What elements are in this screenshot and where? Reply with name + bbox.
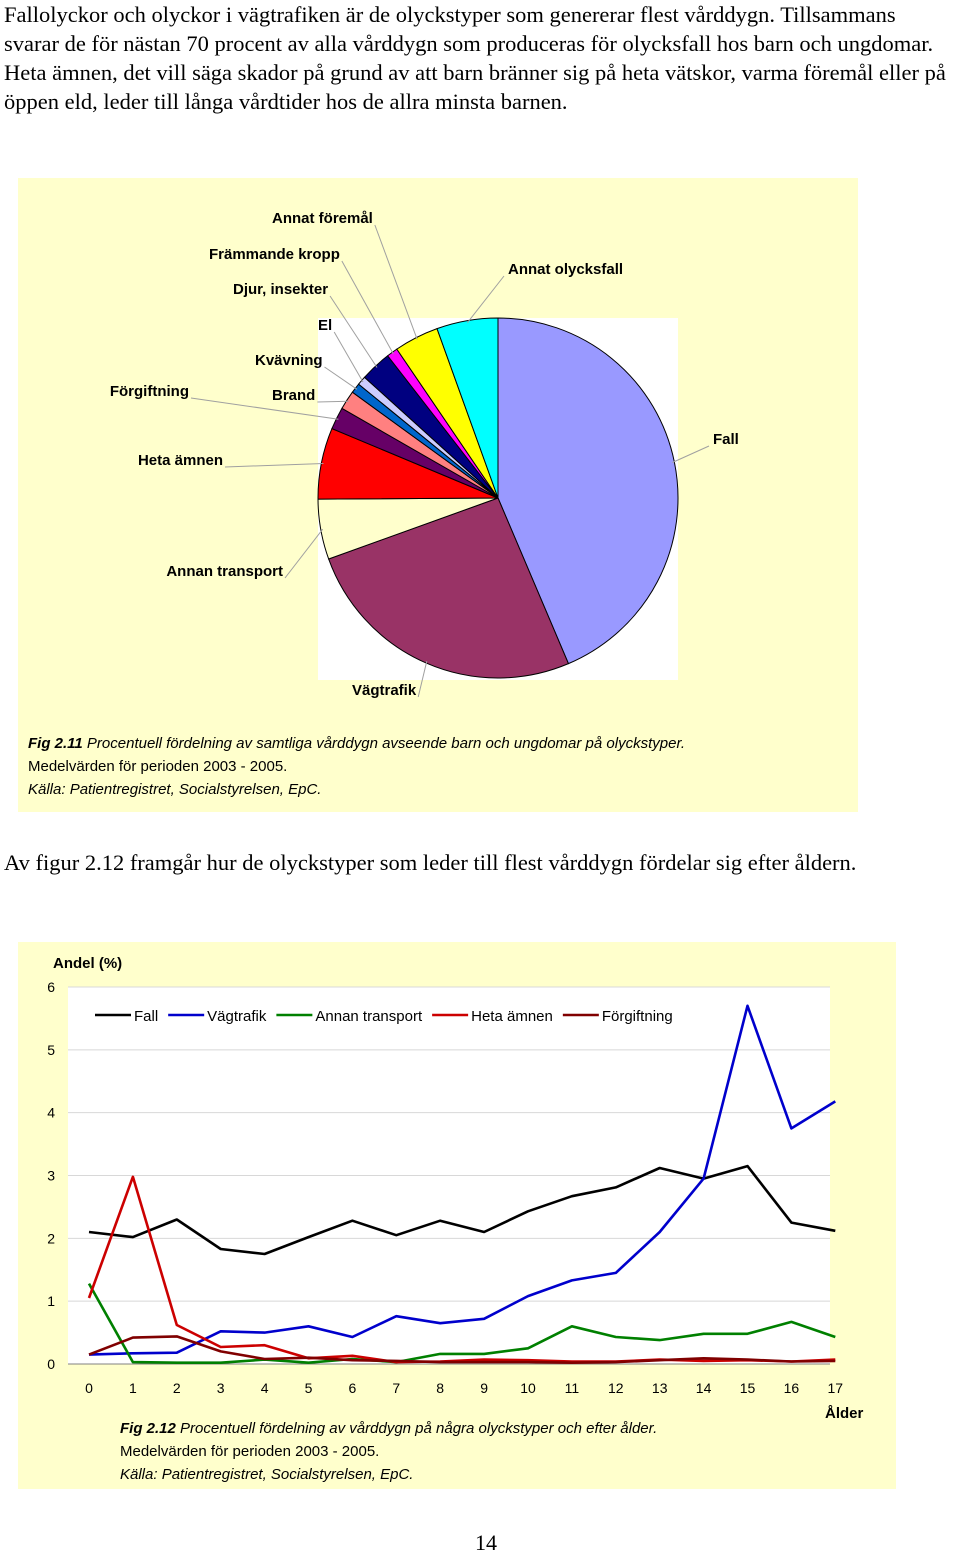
y-axis-label: Andel (%) [53, 955, 123, 972]
legend-label-annan-transport: Annan transport [315, 1008, 423, 1025]
x-tick-label: 14 [695, 1380, 712, 1396]
y-tick-label: 0 [47, 1356, 55, 1372]
x-axis-label: Ålder [825, 1405, 864, 1420]
fig-2-12-label: Fig 2.12 [120, 1420, 176, 1437]
x-tick-label: 16 [783, 1380, 800, 1396]
y-tick-label: 3 [47, 1167, 55, 1184]
x-tick-label: 7 [392, 1380, 401, 1396]
pie-label-djur-insekter: Djur, insekter [233, 281, 329, 298]
pie-label-heta-amnen: Heta ämnen [137, 452, 223, 469]
x-tick-label: 8 [436, 1380, 445, 1396]
legend-label-heta-amnen: Heta ämnen [471, 1008, 553, 1025]
x-tick-label: 5 [304, 1380, 313, 1396]
legend-label-forgiftning: Förgiftning [601, 1008, 673, 1025]
fig-2-11-label: Fig 2.11 [28, 735, 83, 752]
pie-label-annat-foremal: Annat föremål [272, 210, 373, 227]
fig-2-11-caption-text: Procentuell fördelning av samtliga vårddygn avseende barn och ungdomar på olyckstyper. [86, 735, 686, 752]
y-tick-label: 5 [47, 1041, 55, 1058]
pie-label-annat-olycksfall: Annat olycksfall [508, 261, 624, 278]
pie-label-vagtrafik: Vägtrafik [352, 682, 417, 699]
x-tick-label: 10 [520, 1380, 536, 1396]
x-tick-label: 0 [85, 1380, 93, 1396]
pie-label-el: El [318, 317, 333, 334]
pie-label-forgiftning: Förgiftning [109, 383, 189, 400]
fig-2-12-period: Medelvärden för perioden 2003 - 2005. [120, 1443, 380, 1460]
fig-2-12-caption [120, 1417, 820, 1486]
y-tick-label: 2 [47, 1230, 55, 1247]
x-tick-label: 1 [129, 1380, 137, 1396]
pie-label-annan-transport: Annan transport [166, 563, 283, 580]
x-tick-label: 17 [827, 1380, 844, 1396]
x-tick-label: 15 [739, 1380, 756, 1396]
page-number: 14 [475, 1530, 497, 1555]
y-tick-label: 1 [47, 1293, 55, 1310]
middle-paragraph: Av figur 2.12 framgår hur de olyckstyper som leder till flest vårddygn fördelar sig efter åldern. [4, 850, 857, 875]
x-tick-label: 13 [651, 1380, 668, 1396]
pie-label-frammande-kropp: Främmande kropp [209, 246, 340, 263]
fig-2-12-source: Källa: Patientregistret, Socialstyrelsen, EpC. [120, 1466, 414, 1483]
fig-2-12-caption-text: Procentuell fördelning av vårddygn på några olyckstyper och efter ålder. [180, 1420, 658, 1437]
pie-label-kvavning: Kvävning [255, 352, 323, 369]
legend-label-vagtrafik: Vägtrafik [207, 1008, 267, 1025]
y-tick-label: 6 [47, 979, 55, 995]
x-tick-label: 11 [564, 1380, 580, 1396]
fig-2-11-period: Medelvärden för perioden 2003 - 2005. [28, 758, 288, 775]
legend-label-fall: Fall [134, 1008, 159, 1025]
x-tick-label: 3 [216, 1380, 225, 1396]
pie-label-brand: Brand [272, 387, 316, 404]
x-tick-label: 9 [480, 1380, 488, 1396]
x-tick-label: 12 [608, 1380, 624, 1396]
x-tick-label: 2 [172, 1380, 181, 1396]
fig-2-11-source: Källa: Patientregistret, Socialstyrelsen, EpC. [28, 781, 322, 798]
x-tick-label: 4 [260, 1380, 269, 1396]
intro-paragraph: Fallolyckor och olyckor i vägtrafiken är de olyckstyper som genererar flest vårddygn. Tillsammans svarar de för nästan 70 procent av alla vårddygn som produceras för olycksfall hos barn och ungdomar. Heta ämnen, det vill säga skador på grund av att barn bränner sig på heta vätskor, varma föremål eller på öppen eld, leder till långa vårdtider hos de allra minsta barnen. [4, 2, 946, 114]
x-tick-label: 6 [348, 1380, 357, 1396]
y-tick-label: 4 [47, 1104, 55, 1121]
pie-label-fall: Fall [713, 431, 739, 448]
